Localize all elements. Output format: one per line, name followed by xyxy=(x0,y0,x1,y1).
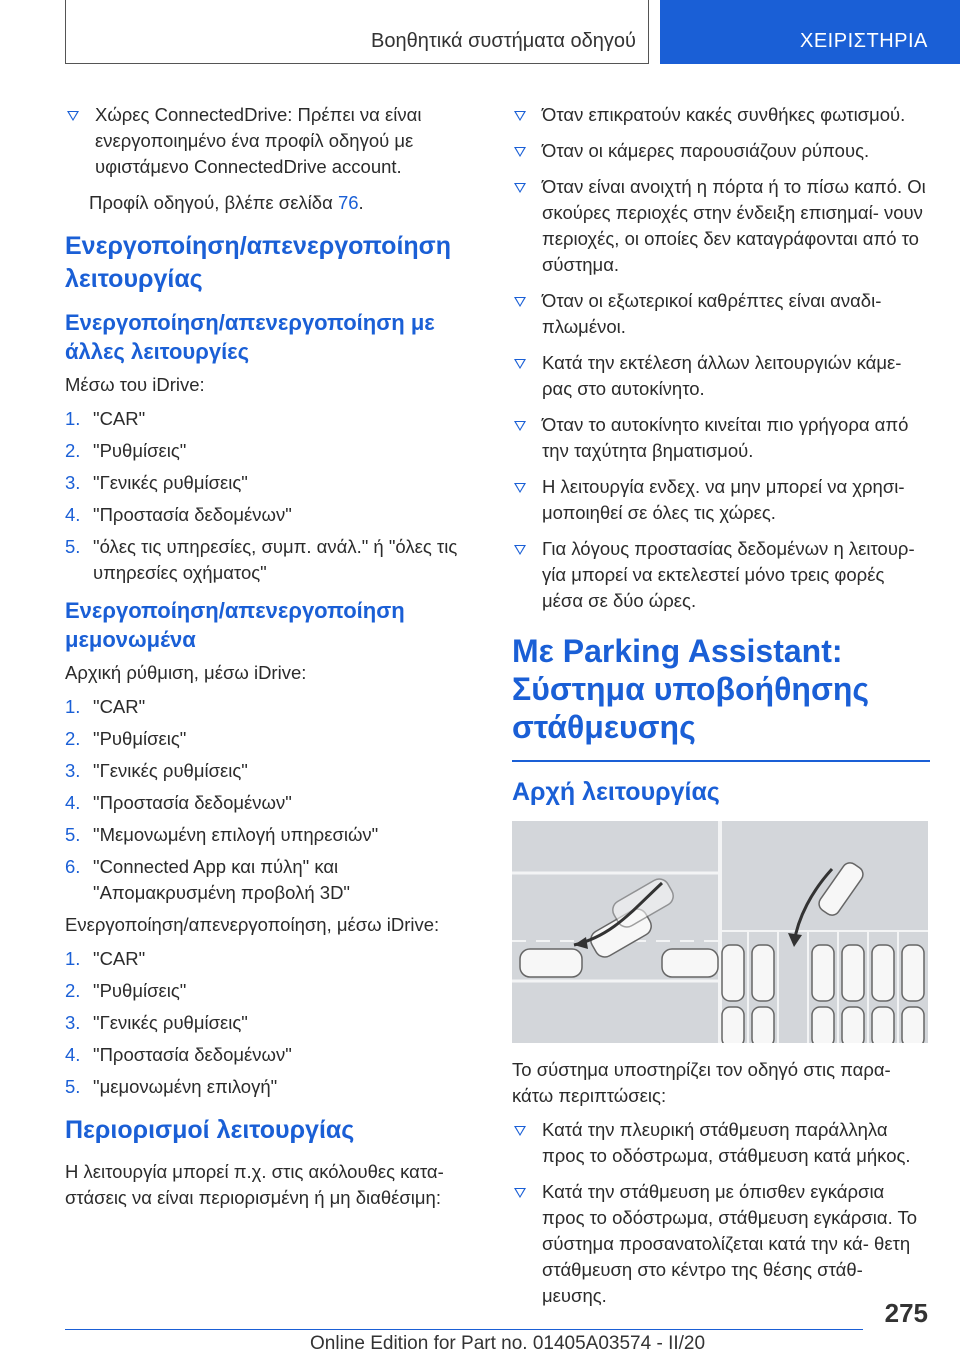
bullet-item: Η λειτουργία ενδεχ. να μην μπορεί να χρησι- μοποιηθεί σε όλες τις χώρες. xyxy=(512,474,930,526)
heading-principle: Αρχή λειτουργίας xyxy=(512,778,720,806)
bullet-item: Κατά την εκτέλεση άλλων λειτουργιών κάμε- ρας στο αυτοκίνητο. xyxy=(512,350,930,402)
activation-via-text: Ενεργοποίηση/απενεργοποίηση, μέσω iDrive: xyxy=(65,914,440,935)
via-idrive-text: Μέσω του iDrive: xyxy=(65,374,205,395)
steps-list-3 xyxy=(65,946,470,1100)
bullet-item: Κατά την πλευρική στάθμευση παράλληλα προς το οδόστρωμα, στάθμευση κατά μήκος. xyxy=(512,1117,930,1169)
triangle-bullet-icon xyxy=(514,359,526,369)
triangle-bullet-icon xyxy=(514,545,526,555)
heading-individual: Ενεργοποίηση/απενεργοποίηση μεμονωμένα xyxy=(65,598,405,652)
bullet-item: Όταν οι εξωτερικοί καθρέπτες είναι αναδι- πλωμένοι. xyxy=(512,288,930,340)
list-item: 1. "CAR" xyxy=(65,948,146,969)
list-item: 3. "Γενικές ρυθμίσεις" xyxy=(65,760,248,781)
left-column xyxy=(65,102,470,1219)
footer-divider xyxy=(65,1329,863,1330)
steps-list-2 xyxy=(65,694,470,906)
list-item: 1. "CAR" xyxy=(65,408,146,429)
bullet-item: Χώρες ConnectedDrive: Πρέπει να είναι ενεργοποιημένο ένα προφίλ οδηγού με υφιστάμενο ConnectedDrive account. xyxy=(65,102,470,180)
heading-other-functions: Ενεργοποίηση/απενεργοποίηση με άλλες λειτουργίες xyxy=(65,310,435,364)
heading-parking-assistant: Με Parking Assistant: Σύστημα υποβοήθησης στάθμευσης xyxy=(512,633,870,745)
heading-activation: Ενεργοποίηση/απενεργοποίηση λειτουργίας xyxy=(65,232,452,293)
list-item: 2. "Ρυθμίσεις" xyxy=(65,728,187,749)
triangle-bullet-icon xyxy=(514,147,526,157)
page-link[interactable]: 76 xyxy=(337,192,359,213)
triangle-bullet-icon xyxy=(514,1188,526,1198)
bullet-item: Όταν είναι ανοιχτή η πόρτα ή το πίσω καπό. Οι σκούρες περιοχές στην ένδειξη επισημαί- νουν περιοχές, οι οποίες δεν καταγράφονται από το σύστημα. xyxy=(512,174,930,278)
triangle-bullet-icon xyxy=(514,1126,526,1136)
header-section-tab xyxy=(660,0,960,64)
list-item: 4. "Προστασία δεδομένων" xyxy=(65,792,292,813)
triangle-bullet-icon xyxy=(67,111,79,121)
steps-list-1 xyxy=(65,406,470,586)
list-item: 5. "μεμονωμένη επιλογή" xyxy=(65,1076,278,1097)
list-item: 6. "Connected App και πύλη" και "Απομακρυσμένη προβολή 3D" xyxy=(65,856,350,903)
parking-illustration xyxy=(512,821,928,1043)
chapter-title: Βοηθητικά συστήματα οδηγού xyxy=(371,30,636,52)
list-item: 1. "CAR" xyxy=(65,696,146,717)
triangle-bullet-icon xyxy=(514,111,526,121)
bullet-item: Όταν οι κάμερες παρουσιάζουν ρύπους. xyxy=(512,138,930,164)
parking-assistant-heading-wrap xyxy=(512,632,930,762)
footer-edition: Online Edition for Part no. 01405A03574 - II/20 xyxy=(310,1333,706,1354)
triangle-bullet-icon xyxy=(514,421,526,431)
initial-setup-text: Αρχική ρύθμιση, μέσω iDrive: xyxy=(65,662,307,683)
list-item: 4. "Προστασία δεδομένων" xyxy=(65,1044,292,1065)
bullet-item: Κατά την στάθμευση με όπισθεν εγκάρσια προς το οδόστρωμα, στάθμευση εγκάρσια. Το σύστημα προσανατολίζεται κατά την κά- θετη στάθμευση στο κέντρο της θέσης στάθ- μευσης. xyxy=(512,1179,930,1309)
bullet-item: Για λόγους προστασίας δεδομένων η λειτουρ- γία μπορεί να εκτελεστεί μόνο τρεις φορές μέσα σε δύο ώρες. xyxy=(512,536,930,614)
support-text: Το σύστημα υποστηρίζει τον οδηγό στις παρα- κάτω περιπτώσεις: xyxy=(512,1059,891,1106)
list-item: 2. "Ρυθμίσεις" xyxy=(65,440,187,461)
bullet-item: Όταν επικρατούν κακές συνθήκες φωτισμού. xyxy=(512,102,930,128)
triangle-bullet-icon xyxy=(514,483,526,493)
limits-text: Η λειτουργία μπορεί π.χ. στις ακόλουθες κατα- στάσεις να είναι περιορισμένη ή μη διαθέσιμη: xyxy=(65,1161,444,1208)
list-item: 3. "Γενικές ρυθμίσεις" xyxy=(65,472,248,493)
bullet-item: Όταν το αυτοκίνητο κινείται πιο γρήγορα από την ταχύτητα βηματισμού. xyxy=(512,412,930,464)
triangle-bullet-icon xyxy=(514,297,526,307)
list-item: 2. "Ρυθμίσεις" xyxy=(65,980,187,1001)
heading-limits: Περιορισμοί λειτουργίας xyxy=(65,1116,355,1144)
list-item: 5. "Μεμονωμένη επιλογή υπηρεσιών" xyxy=(65,824,379,845)
triangle-bullet-icon xyxy=(514,183,526,193)
list-item: 4. "Προστασία δεδομένων" xyxy=(65,504,292,525)
section-title: ΧΕΙΡΙΣΤΗΡΙΑ xyxy=(800,30,928,52)
list-item: 5. "όλες τις υπηρεσίες, συμπ. ανάλ." ή "όλες τις υπηρεσίες οχήματος" xyxy=(65,536,458,583)
header-chapter-tab xyxy=(65,0,649,64)
cross-reference: Προφίλ οδηγού, βλέπε σελίδα 76. xyxy=(89,192,364,213)
page-number: 275 xyxy=(884,1298,928,1328)
right-column xyxy=(512,102,930,1319)
list-item: 3. "Γενικές ρυθμίσεις" xyxy=(65,1012,248,1033)
parking-diagram xyxy=(512,821,928,1043)
